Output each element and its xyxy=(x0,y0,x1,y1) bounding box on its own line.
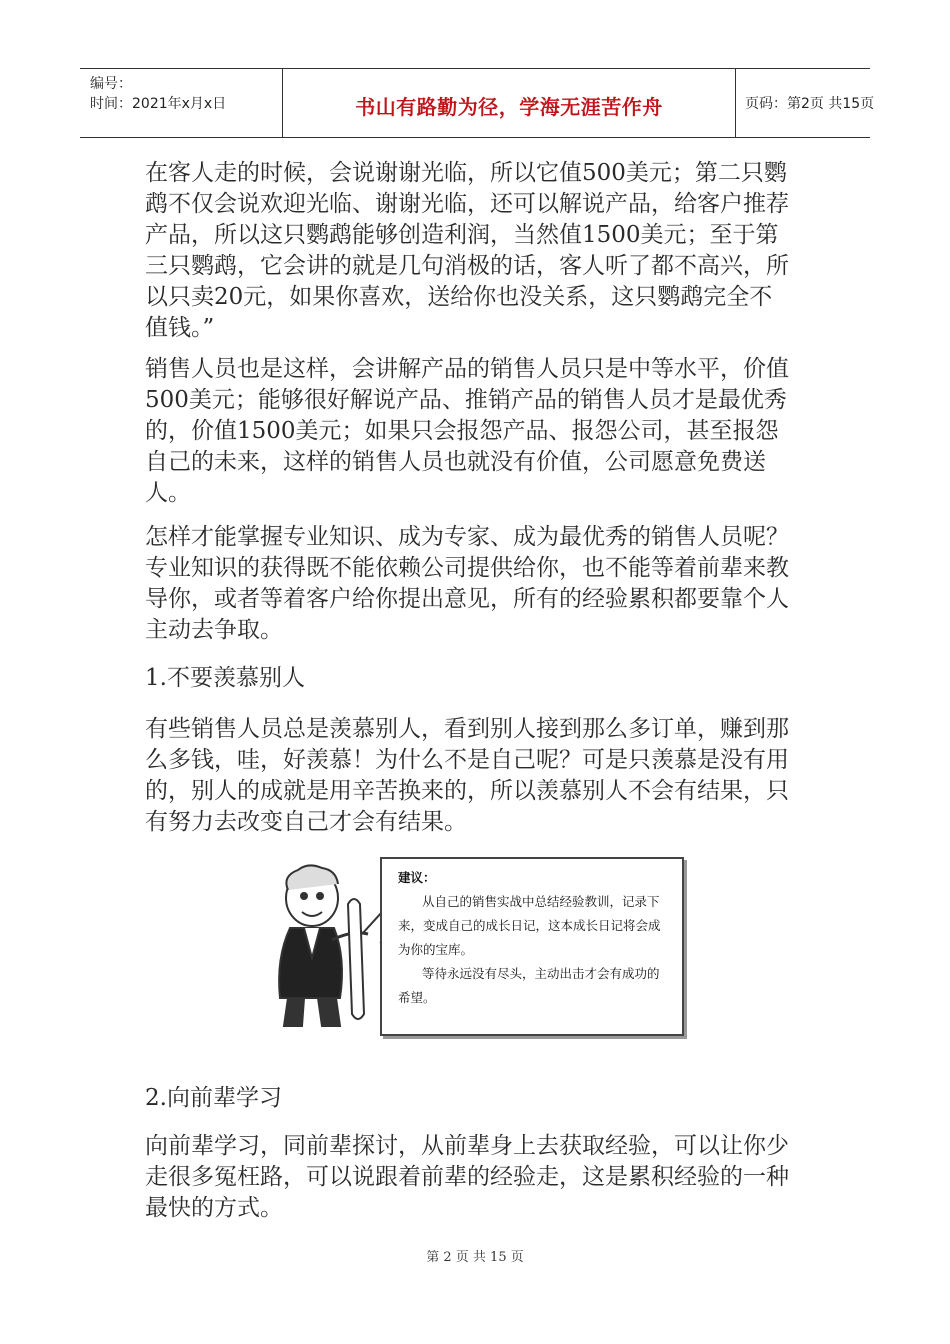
advice-line-2: 等待永远没有尽头，主动出击才会有成功的希望。 xyxy=(398,966,660,1005)
section-heading-2: 2.向前辈学习 xyxy=(145,1085,282,1111)
paragraph-how-to-learn: 怎样才能掌握专业知识、成为专家、成为最优秀的销售人员呢？专业知识的获得既不能依赖公司提供给你，也不能等着前辈来教导你，或者等着客户给你提出意见，所有的经验累积都要靠个人主动去争取。 xyxy=(145,524,789,643)
header-page-info: 页码：第2页 共15页 xyxy=(745,96,875,112)
paragraph-learn-from-seniors: 向前辈学习，同前辈探讨，从前辈身上去获取经验，可以让你少走很多冤枉路，可以说跟着前辈的经验走，这是累积经验的一种最快的方式。 xyxy=(145,1133,789,1221)
advice-title: 建议： xyxy=(398,870,436,885)
paragraph-sales-value: 销售人员也是这样，会讲解产品的销售人员只是中等水平，价值500美元；能够很好解说产品、推销产品的销售人员才是最优秀的，价值1500美元；如果只会报怨产品、报怨公司，甚至报怨自己的未来，这样的销售人员也就没有价值，公司愿意免费送人。 xyxy=(145,356,789,506)
advice-note-text xyxy=(398,866,668,1010)
paragraph-dont-envy: 有些销售人员总是羡慕别人，看到别人接到那么多订单，赚到那么多钱，哇，好羡慕！为什么不是自己呢？可是只羡慕是没有用的，别人的成就是用辛苦换来的，所以羡慕别人不会有结果，只有努力去改变自己才会有结果。 xyxy=(145,716,789,835)
header-motto-cell xyxy=(282,69,736,137)
number-label: 编号： xyxy=(90,76,132,92)
advice-line-1: 从自己的销售实战中总结经验教训，记录下来，变成自己的成长日记，这本成长日记将会成为你的宝库。 xyxy=(398,894,661,957)
date-label: 时间：2021年x月x日 xyxy=(90,96,227,112)
header-meta xyxy=(80,69,282,142)
section-heading-1: 1.不要羡慕别人 xyxy=(145,665,305,691)
page-header xyxy=(80,68,875,138)
header-motto: 书山有路勤为径，学海无涯苦作舟 xyxy=(355,95,663,119)
page-footer: 第 2 页 共 15 页 xyxy=(426,1250,524,1265)
header-page-cell xyxy=(735,69,875,137)
paragraph-parrot-story: 在客人走的时候，会说谢谢光临，所以它值500美元；第二只鹦鹉不仅会说欢迎光临、谢谢光临，还可以解说产品，给客户推荐产品，所以这只鹦鹉能够创造利润，当然值1500美元；至于第三只鹦鹉，它会讲的就是几句消极的话，客人听了都不高兴，所以只卖20元，如果你喜欢，送给你也没关系，这只鹦鹉完全不值钱。” xyxy=(145,160,789,341)
